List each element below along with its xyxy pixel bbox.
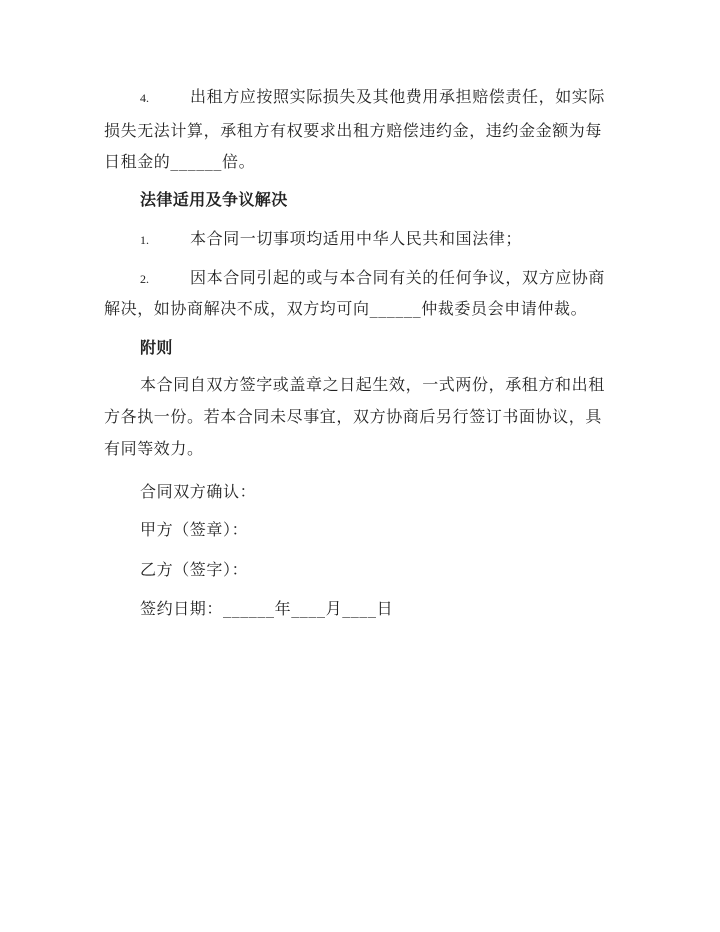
clause-4-number: 4. xyxy=(140,91,149,105)
law-item-2-text-1: 因本合同引起的或与本合同有关的任何争议，双方应协商 xyxy=(190,268,606,287)
law-section-heading: 法律适用及争议解决 xyxy=(140,190,288,209)
law-item-1-text: 本合同一切事项均适用中华人民共和国法律； xyxy=(190,229,523,248)
appendix-line-1: 本合同自双方签字或盖章之日起生效，一式两份，承租方和出租 xyxy=(140,375,605,394)
law-item-1 xyxy=(140,228,522,251)
signature-date: 签约日期：______年____月____日 xyxy=(140,599,394,618)
law-item-2-number: 2. xyxy=(140,272,149,286)
appendix-line-3: 有同等效力。 xyxy=(104,439,204,458)
signature-party-a: 甲方（签章）： xyxy=(140,520,249,539)
law-item-2-line-1 xyxy=(140,267,605,290)
appendix-heading: 附则 xyxy=(140,338,173,357)
clause-4-text-1: 出租方应按照实际损失及其他费用承担赔偿责任，如实际 xyxy=(190,87,606,106)
clause-4-line-2: 损失无法计算，承租方有权要求出租方赔偿违约金，违约金金额为每 xyxy=(104,121,603,140)
clause-4-line-3: 日租金的______倍。 xyxy=(104,152,256,171)
clause-4-line-1 xyxy=(140,86,605,109)
law-item-1-number: 1. xyxy=(140,233,149,247)
appendix-line-2: 方各执一份。若本合同未尽事宜，双方协商后另行签订书面协议，具 xyxy=(104,407,603,426)
signature-party-b: 乙方（签字）： xyxy=(140,560,249,579)
signature-confirm: 合同双方确认： xyxy=(140,482,257,501)
law-item-2-line-2: 解决，如协商解决不成，双方均可向______仲裁委员会申请仲裁。 xyxy=(104,299,588,318)
